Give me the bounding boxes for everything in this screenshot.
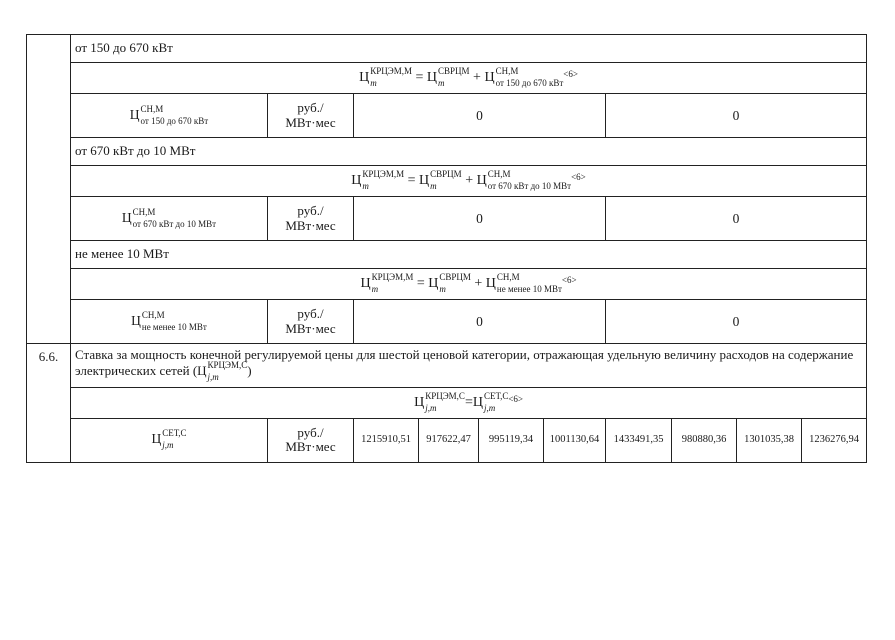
section-6-6-value-row: [27, 418, 867, 462]
group-10plus-value-row: [27, 300, 867, 344]
value-cell: 980880,36: [672, 418, 737, 462]
tariff-table: [26, 34, 867, 463]
unit-cell: руб./ МВт·мес: [268, 300, 354, 344]
parameter-cell: Ц СН,М не менее 10 МВт: [71, 300, 268, 344]
group-10plus-label-row: [27, 241, 867, 269]
value-cell: 1433491,35: [606, 418, 672, 462]
unit-cell: руб./ МВт·мес: [268, 197, 354, 241]
value-cell: 917622,47: [419, 418, 479, 462]
formula-cell: Ц КРЦЭМ,С j,m =Ц СЕТ,С j,m $^{<6>}$: [71, 387, 867, 418]
group-label: от 670 кВт до 10 МВт: [71, 138, 867, 166]
value-cell: 0: [606, 197, 867, 241]
parameter-cell: Ц СЕТ,С j,m: [71, 418, 268, 462]
value-cell: 1236276,94: [802, 418, 867, 462]
section-description: Ставка за мощность конечной регулируемой цены для шестой ценовой категории, отражающая удельную величину расходов на содержание электрических сетей (Ц КРЦЭМ,С j,m ): [71, 344, 867, 388]
value-cell: 0: [354, 300, 606, 344]
unit-cell: руб./ МВт·мес: [268, 94, 354, 138]
value-cell: 0: [354, 94, 606, 138]
value-cell: 1215910,51: [354, 418, 419, 462]
group-150-670-value-row: [27, 94, 867, 138]
group-670-10-label-row: [27, 138, 867, 166]
group-10plus-formula-row: [27, 269, 867, 300]
group-label: от 150 до 670 кВт: [71, 35, 867, 63]
formula-cell: Ц КРЦЭМ,М m = Ц СВРЦМ m + Ц СН,М от 670 кВт до 10 МВт $^{<6>}$: [71, 166, 867, 197]
value-cell: 1301035,38: [737, 418, 802, 462]
value-cell: 0: [354, 197, 606, 241]
formula-cell: Ц КРЦЭМ,М m = Ц СВРЦМ m + Ц СН,М от 150 до 670 кВт $^{<6>}$: [71, 63, 867, 94]
section-6-6-description-row: [27, 344, 867, 388]
value-cell: 995119,34: [479, 418, 544, 462]
value-cell: 0: [606, 94, 867, 138]
value-cell: 0: [606, 300, 867, 344]
group-670-10-formula-row: [27, 166, 867, 197]
section-number: 6.6.: [27, 344, 71, 463]
parameter-cell: Ц СН,М от 150 до 670 кВт: [71, 94, 268, 138]
group-670-10-value-row: [27, 197, 867, 241]
section-6-6-formula-row: [27, 387, 867, 418]
unit-cell: руб./ МВт·мес: [268, 418, 354, 462]
formula-cell: Ц КРЦЭМ,М m = Ц СВРЦМ m + Ц СН,М не менее 10 МВт $^{<6>}$: [71, 269, 867, 300]
group-150-670-label-row: [27, 35, 867, 63]
parameter-cell: Ц СН,М от 670 кВт до 10 МВт: [71, 197, 268, 241]
value-cell: 1001130,64: [544, 418, 606, 462]
group-150-670-formula-row: [27, 63, 867, 94]
number-cell-blank: [27, 35, 71, 344]
group-label: не менее 10 МВт: [71, 241, 867, 269]
